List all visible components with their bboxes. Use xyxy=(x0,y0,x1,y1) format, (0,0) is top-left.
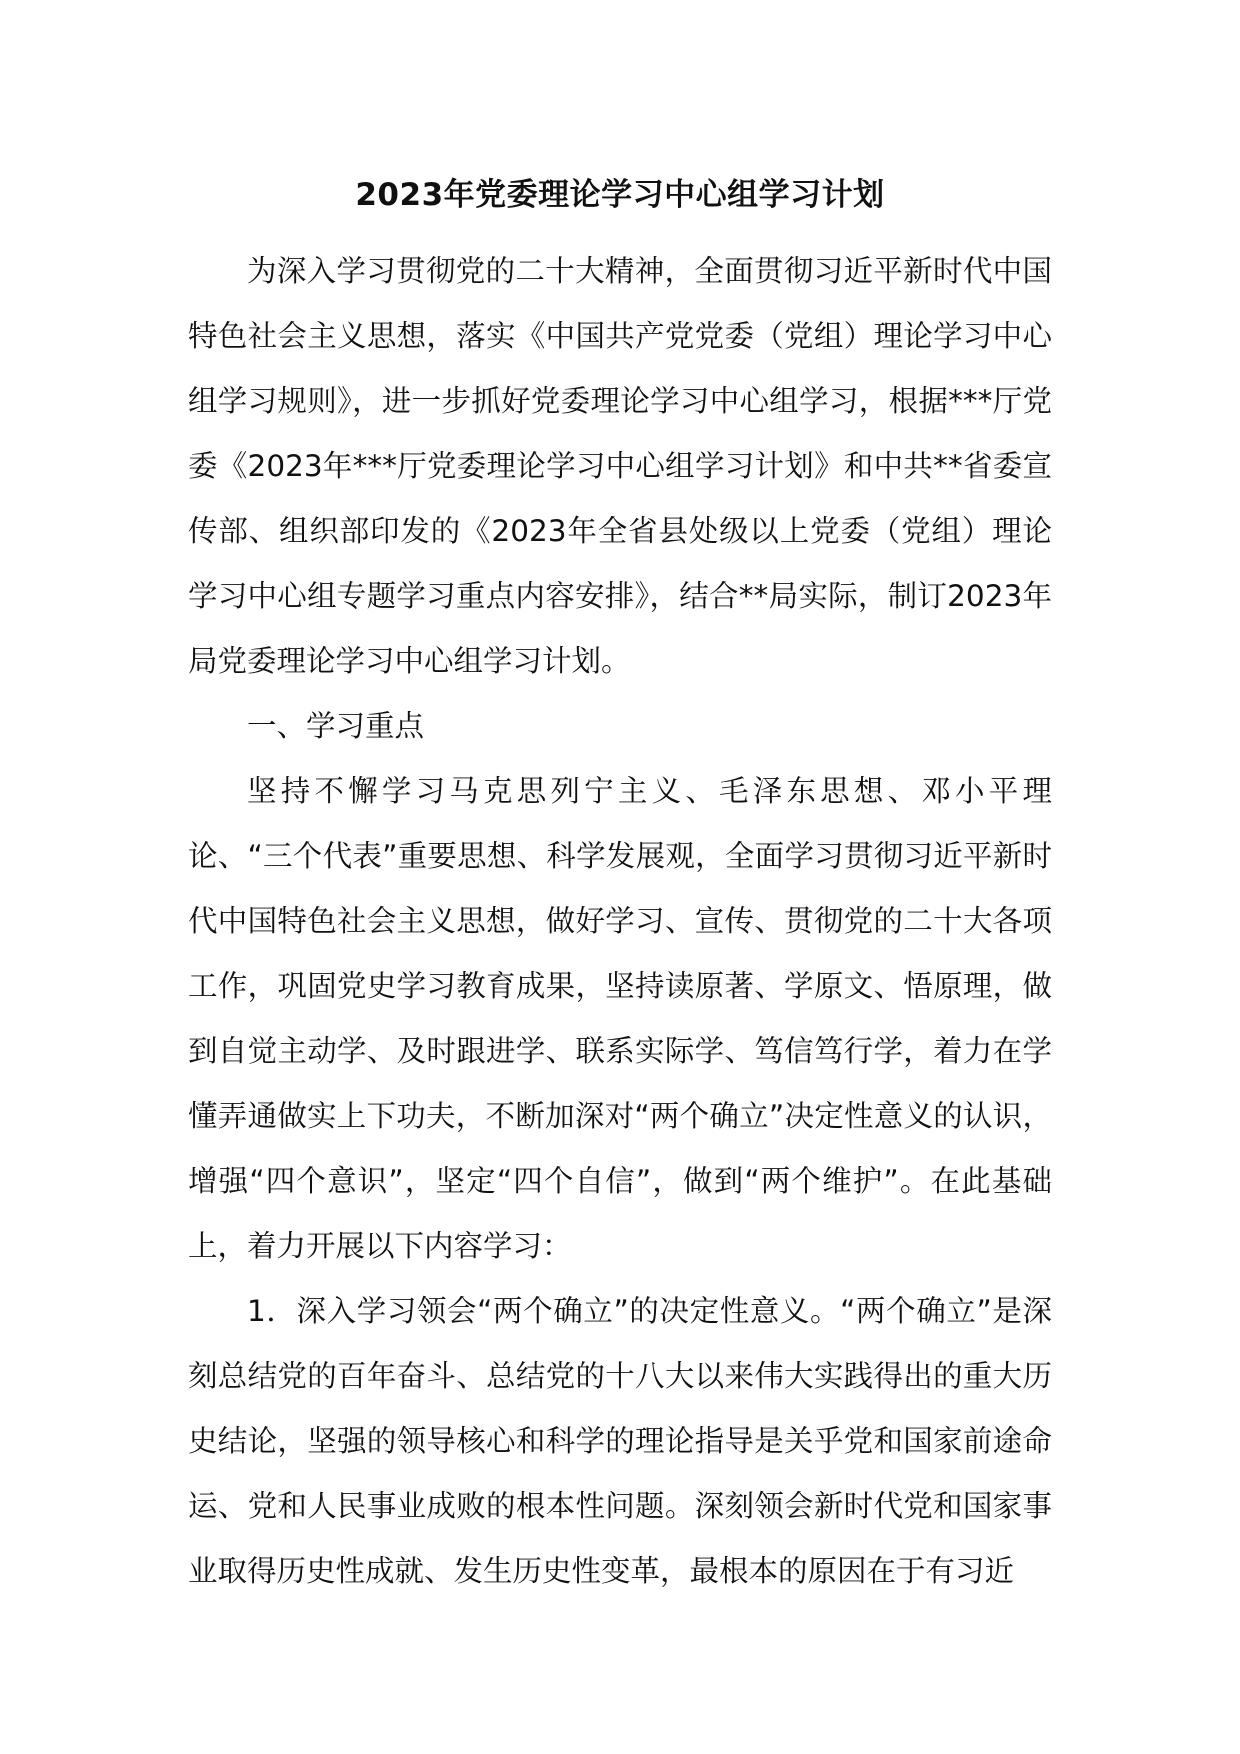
focus-paragraph: 坚持不懈学习马克思列宁主义、毛泽东思想、邓小平理论、“三个代表”重要思想、科学发展观，全面学习贯彻习近平新时代中国特色社会主义思想，做好学习、宣传、贯彻党的二十大各项工作，巩固党史学习教育成果，坚持读原著、学原文、悟原理，做到自觉主动学、及时跟进学、联系实际学、笃信笃行学，着力在学懂弄通做实上下功夫，不断加深对“两个确立”决定性意义的认识，增强“四个意识”，坚定“四个自信”，做到“两个维护”。在此基础上，着力开展以下内容学习： xyxy=(188,774,1052,1263)
intro-paragraph: 为深入学习贯彻党的二十大精神，全面贯彻习近平新时代中国特色社会主义思想，落实《中国共产党党委（党组）理论学习中心组学习规则》，进一步抓好党委理论学习中心组学习，根据***厅党委《2023年***厅党委理论学习中心组学习计划》和中共**省委宣传部、组织部印发的《2023年全省县处级以上党委（党组）理论学习中心组专题学习重点内容安排》，结合**局实际，制订2023年局党委理论学习中心组学习计划。 xyxy=(188,254,1052,678)
item-1-paragraph: 1．深入学习领会“两个确立”的决定性意义。“两个确立”是深刻总结党的百年奋斗、总结党的十八大以来伟大实践得出的重大历史结论，坚强的领导核心和科学的理论指导是关乎党和国家前途命运、党和人民事业成败的根本性问题。深刻领会新时代党和国家事业取得历史性成就、发生历史性变革，最根本的原因在于有习近 xyxy=(188,1294,1052,1588)
document-title: 2023年党委理论学习中心组学习计划 xyxy=(355,177,885,213)
document-body xyxy=(188,239,1052,1604)
section-heading: 一、学习重点 xyxy=(247,709,425,743)
